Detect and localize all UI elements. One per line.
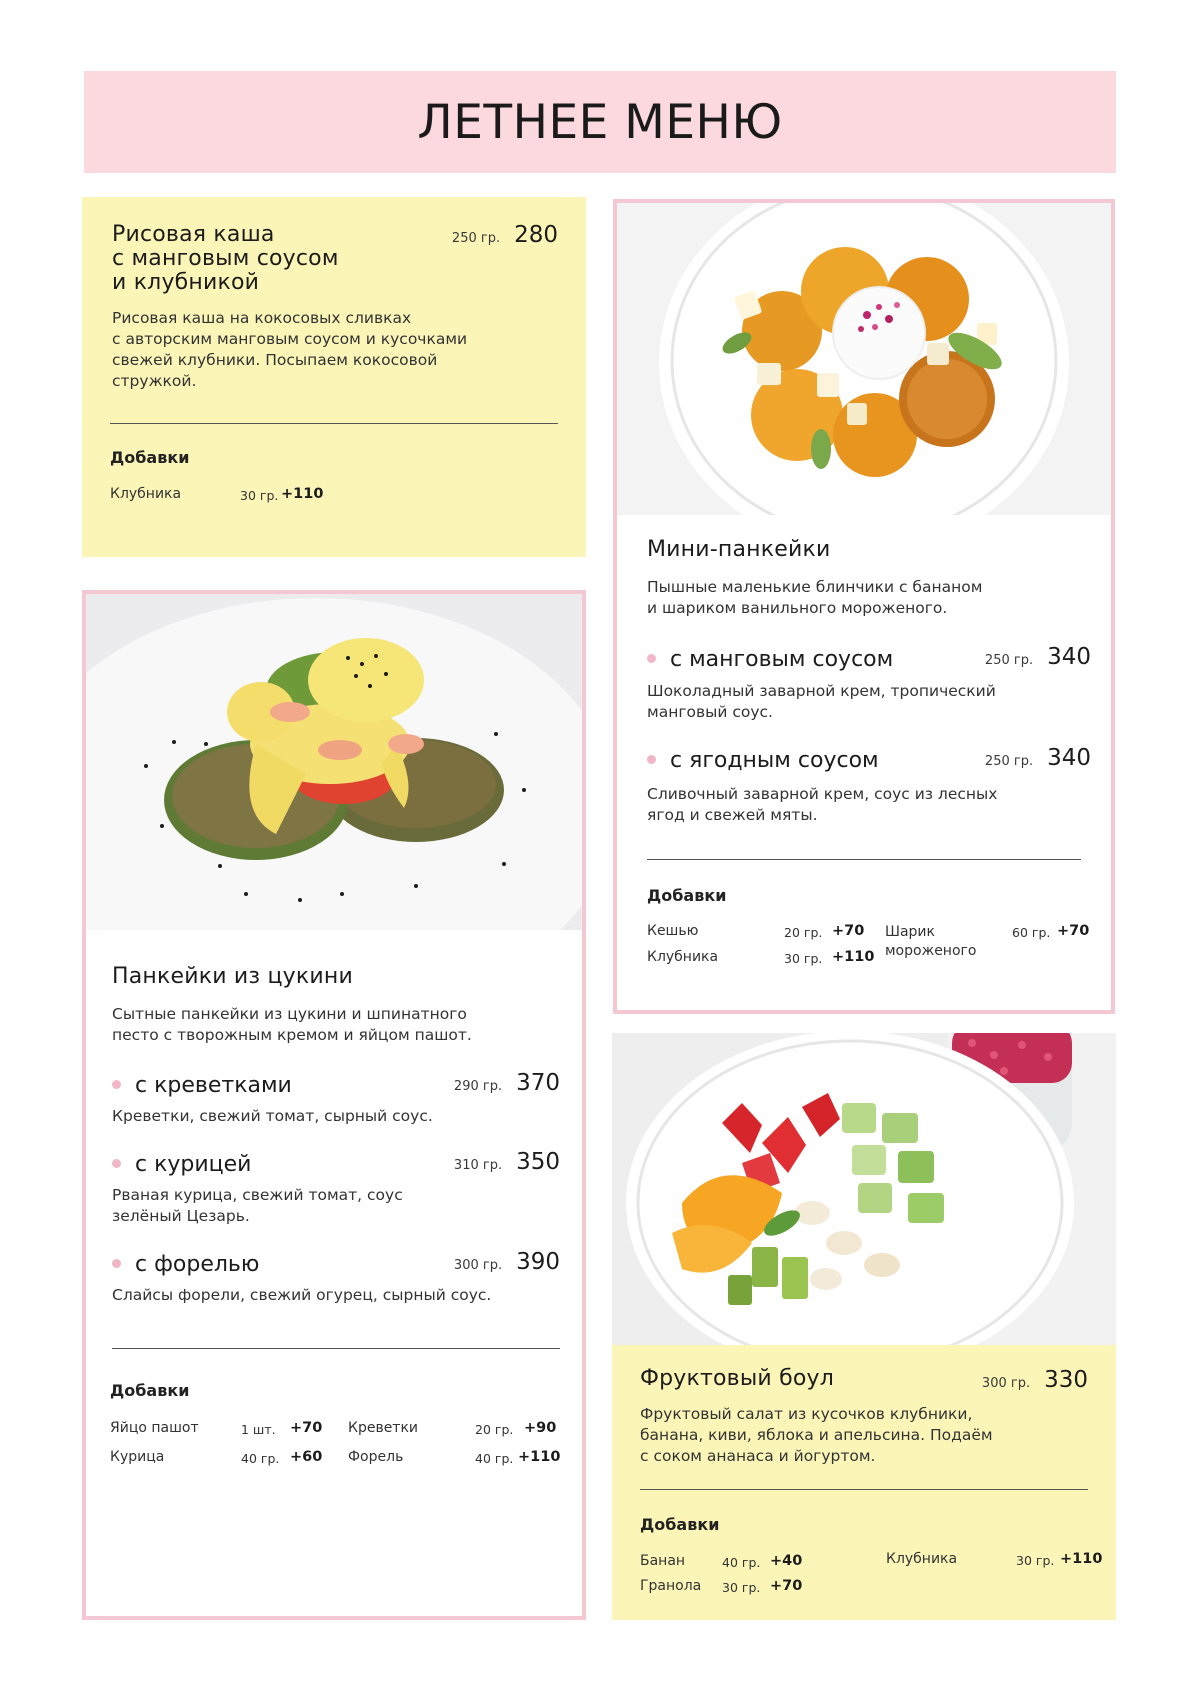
- addon-name: Банан: [640, 1553, 686, 1569]
- addon-name: Клубника: [886, 1551, 958, 1567]
- variant-description-line: манговый соус.: [647, 703, 773, 721]
- variant-name: с ягодным соусом: [670, 748, 879, 773]
- mini-description-line: Пышные маленькие блинчики с бананом: [647, 578, 983, 596]
- addon-price: +110: [832, 949, 875, 965]
- variant-name: с креветками: [135, 1073, 292, 1098]
- variant-description-line: Шоколадный заварной крем, тропический: [647, 682, 996, 700]
- variant-price: 340: [1047, 644, 1091, 670]
- pancakes-with-ice-cream-photo-art: [617, 203, 1111, 515]
- variant-weight: 290 гр.: [453, 1079, 503, 1094]
- variant-row: [112, 1149, 560, 1177]
- mini-title: Мини-панкейки: [647, 537, 831, 562]
- variant-price: 350: [516, 1149, 560, 1175]
- rice-weight: 250 гр.: [451, 231, 501, 246]
- zucchini-pancakes-card: [82, 590, 586, 1620]
- rice-description-line: с авторским манговым соусом и кусочками: [112, 330, 468, 348]
- mini-description: [647, 577, 982, 619]
- addon-weight: 40 гр.: [241, 1451, 280, 1466]
- fruit-description-line: Фруктовый салат из кусочков клубники,: [640, 1405, 973, 1423]
- rice-description-line: свежей клубники. Посыпаем кокосовой: [112, 351, 438, 369]
- divider: [110, 423, 558, 424]
- variant-description: [112, 1285, 560, 1306]
- fruit-description-line: банана, киви, яблока и апельсина. Подаём: [640, 1426, 993, 1444]
- zucchini-description-line: Сытные панкейки из цукини и шпинатного: [112, 1005, 467, 1023]
- addon-price: +70: [1057, 923, 1090, 939]
- variant-description-line: ягод и свежей мяты.: [647, 806, 818, 824]
- rice-title-line: и клубникой: [112, 270, 260, 295]
- addon-name: Яйцо пашот: [110, 1420, 199, 1436]
- zucchini-description: [112, 1004, 472, 1046]
- variant-chicken: [112, 1149, 560, 1227]
- fruit-bowl-card: [612, 1033, 1116, 1620]
- fruit-addons-title: Добавки: [640, 1515, 720, 1534]
- addon-weight: 20 гр.: [475, 1422, 514, 1437]
- variant-price-group: [454, 1070, 560, 1096]
- addon-weight: 40 гр.: [722, 1555, 761, 1570]
- addon-weight: 30 гр.: [722, 1580, 761, 1595]
- variant-description-line: Слайсы форели, свежий огурец, сырный соус.: [112, 1286, 492, 1304]
- fruit-price-group: [982, 1367, 1088, 1393]
- addon-weight: 30 гр.: [1016, 1553, 1055, 1568]
- zucchini-title: Панкейки из цукини: [112, 964, 353, 989]
- variant-berry: [647, 745, 1091, 826]
- zucchini-addons-title: Добавки: [110, 1381, 190, 1400]
- zucchini-description-line: песто с творожным кремом и яйцом пашот.: [112, 1026, 472, 1044]
- zucchini-pancakes-photo: [86, 594, 582, 930]
- menu-header: [84, 71, 1116, 173]
- pancakes-with-ice-cream-photo: [617, 203, 1111, 515]
- rice-description-line: стружкой.: [112, 372, 197, 390]
- divider: [112, 1348, 560, 1349]
- variant-name: с форелью: [135, 1252, 260, 1277]
- rice-price: 280: [514, 222, 558, 248]
- addon-name: Клубника: [647, 949, 719, 965]
- addon-price: +110: [281, 486, 324, 502]
- addon-name: Кешью: [647, 923, 699, 939]
- rice-title: [112, 223, 339, 295]
- bullet-dot: [647, 755, 656, 764]
- rice-description: [112, 308, 467, 392]
- addon-name: Курица: [110, 1449, 165, 1465]
- mini-pancakes-card: [613, 199, 1115, 1014]
- variant-mango: [647, 644, 1091, 723]
- addon-weight: 30 гр.: [784, 951, 823, 966]
- variant-row: [647, 644, 1091, 672]
- addon-name: Форель: [348, 1449, 404, 1465]
- variant-title: [112, 1073, 292, 1098]
- bullet-dot: [647, 654, 656, 663]
- rice-title-line: с манговым соусом: [112, 246, 339, 271]
- mini-addons-title: Добавки: [647, 886, 727, 905]
- rice-title-line: Рисовая каша: [112, 222, 275, 247]
- addon-weight: 40 гр.: [475, 1451, 514, 1466]
- variant-weight: 310 гр.: [453, 1158, 503, 1173]
- variant-description-line: Рваная курица, свежий томат, соус: [112, 1186, 403, 1204]
- fruit-title: Фруктовый боул: [640, 1366, 835, 1391]
- page-title: ЛЕТНЕЕ МЕНЮ: [417, 94, 783, 150]
- variant-title: [112, 1252, 259, 1277]
- addon-price: +70: [290, 1420, 323, 1436]
- variant-row: [112, 1249, 560, 1277]
- variant-description: [112, 1106, 560, 1127]
- addon-price: +110: [518, 1449, 561, 1465]
- fruit-bowl-photo: [612, 1033, 1116, 1345]
- addon-name: Клубника: [110, 486, 182, 502]
- variant-price-group: [454, 1249, 560, 1275]
- variant-row: [112, 1070, 560, 1098]
- bullet-dot: [112, 1259, 121, 1268]
- addon-weight: 30 гр.: [240, 488, 279, 503]
- variant-description: [647, 784, 1091, 826]
- variant-name: с курицей: [135, 1152, 252, 1177]
- variant-weight: 250 гр.: [984, 754, 1034, 769]
- variant-description: [112, 1185, 560, 1227]
- addon-price: +60: [290, 1449, 323, 1465]
- variant-description-line: Креветки, свежий томат, сырный соус.: [112, 1107, 433, 1125]
- addon-price: +40: [770, 1553, 803, 1569]
- rice-porridge-card: [82, 197, 586, 557]
- bullet-dot: [112, 1080, 121, 1089]
- variant-trout: [112, 1249, 560, 1306]
- fruit-description-line: с соком ананаса и йогуртом.: [640, 1447, 876, 1465]
- variant-title: [647, 647, 893, 672]
- addon-price: +110: [1060, 1551, 1103, 1567]
- fruit-info-panel: [612, 1345, 1116, 1620]
- addon-name: Шарик мороженого: [885, 924, 977, 959]
- mini-description-line: и шариком ванильного мороженого.: [647, 599, 948, 617]
- addon-weight: 60 гр.: [1012, 925, 1051, 940]
- variant-weight: 300 гр.: [453, 1258, 503, 1273]
- variant-title: [112, 1152, 251, 1177]
- fruit-title-row: [640, 1367, 1088, 1393]
- rice-description-line: Рисовая каша на кокосовых сливках: [112, 309, 412, 327]
- variant-price: 340: [1047, 745, 1091, 771]
- addon-name: Гранола: [640, 1578, 702, 1594]
- variant-row: [647, 745, 1091, 773]
- zucchini-pancakes-photo-art: [86, 594, 582, 930]
- variant-weight: 250 гр.: [984, 653, 1034, 668]
- addon-price: +90: [524, 1420, 557, 1436]
- variant-price-group: [985, 644, 1091, 670]
- variant-price-group: [454, 1149, 560, 1175]
- addon-price: +70: [832, 923, 865, 939]
- fruit-price: 330: [1044, 1367, 1088, 1393]
- fruit-description: [640, 1404, 993, 1467]
- addon-weight: 20 гр.: [784, 925, 823, 940]
- variant-price: 370: [516, 1070, 560, 1096]
- variant-description-line: Сливочный заварной крем, соус из лесных: [647, 785, 998, 803]
- divider: [647, 859, 1081, 860]
- addon-price: +70: [770, 1578, 803, 1594]
- fruit-bowl-photo-art: [612, 1033, 1116, 1345]
- addon-name: Креветки: [348, 1420, 419, 1436]
- divider: [640, 1489, 1088, 1490]
- rice-addons-title: Добавки: [110, 448, 190, 467]
- addon-weight: 1 шт.: [241, 1422, 276, 1437]
- variant-description-line: зелёный Цезарь.: [112, 1207, 250, 1225]
- fruit-weight: 300 гр.: [981, 1376, 1031, 1391]
- variant-shrimp: [112, 1070, 560, 1127]
- bullet-dot: [112, 1159, 121, 1168]
- variant-price: 390: [516, 1249, 560, 1275]
- variant-description: [647, 681, 1091, 723]
- variant-name: с манговым соусом: [670, 647, 894, 672]
- variant-title: [647, 748, 879, 773]
- variant-price-group: [985, 745, 1091, 771]
- rice-price-group: [452, 222, 558, 248]
